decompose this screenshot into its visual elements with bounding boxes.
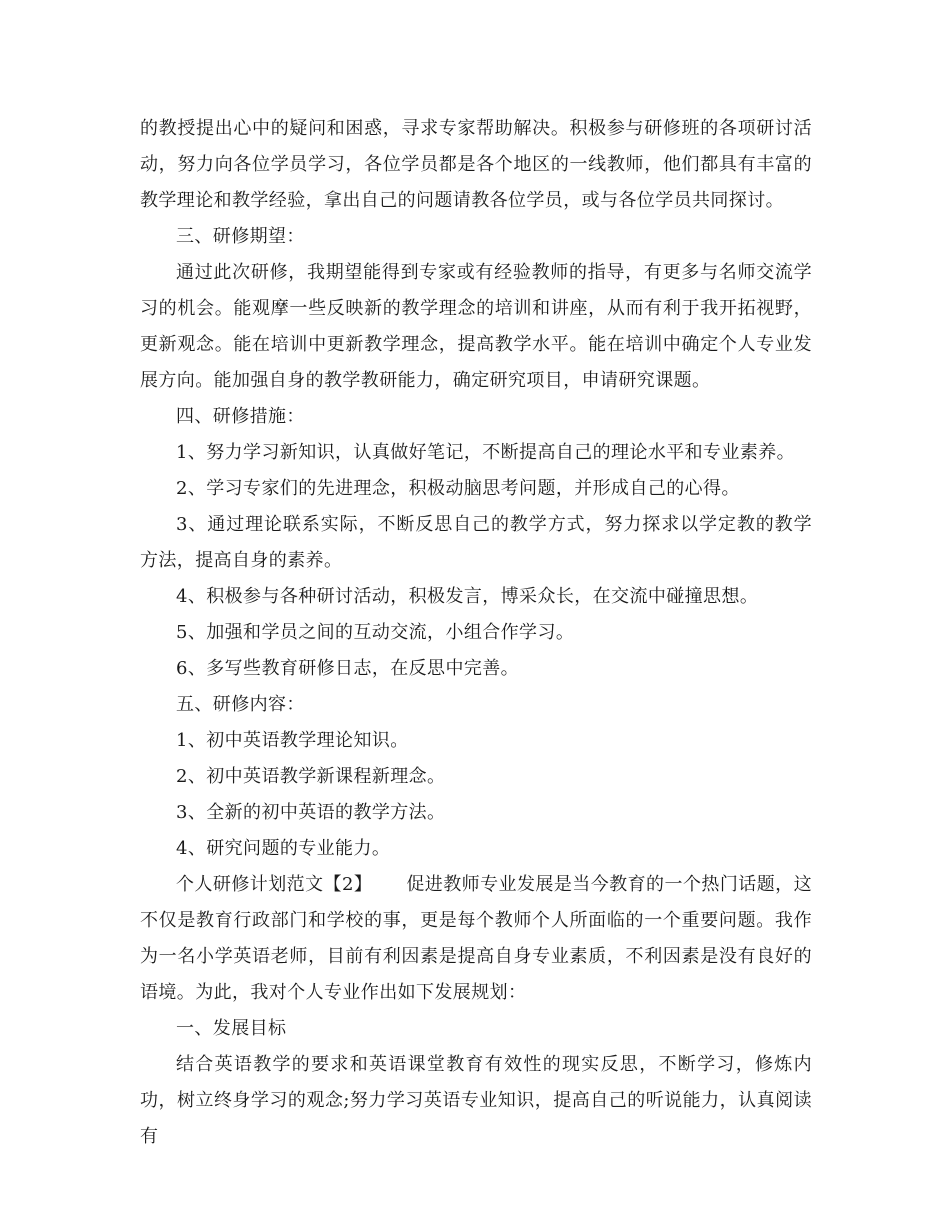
measure-item-4: 4、积极参与各种研讨活动，积极发言，博采众长，在交流中碰撞思想。 [176,586,759,607]
heading-goals: 一、发展目标 [176,1018,287,1039]
heading-expectations: 三、研修期望： [176,226,305,247]
content-item-3: 3、全新的初中英语的教学方法。 [176,802,446,823]
content-item-2: 2、初中英语教学新课程新理念。 [176,766,446,787]
section-2-heading: 个人研修计划范文【2】 [176,874,373,895]
measure-item-2: 2、学习专家们的先进理念，积极动脑思考问题，并形成自己的心得。 [176,478,740,499]
content-item-1: 1、初中英语教学理论知识。 [176,730,409,751]
document-body [140,111,812,1155]
section-2-body: 促进教师专业发展是当今教育的一个热门话题，这不仅是教育行政部门和学校的事，更是每个教师个人所面临的一个重要问题。我作为一名小学英语老师，目前有利因素是提高自身专业素质，不利因素是没有良好的语境。为此，我对个人专业作出如下发展规划： [140,874,812,1003]
paragraph-section-2 [140,867,812,1011]
measure-item-5: 5、加强和学员之间的互动交流，小组合作学习。 [176,622,575,643]
measure-item-3: 3、通过理论联系实际，不断反思自己的教学方式，努力探求以学定教的教学方法，提高自身的素养。 [140,514,812,571]
heading-content: 五、研修内容： [176,694,305,715]
paragraph-expectations: 通过此次研修，我期望能得到专家或有经验教师的指导，有更多与名师交流学习的机会。能观摩一些反映新的教学理念的培训和讲座，从而有利于我开拓视野，更新观念。能在培训中更新教学理念，提高教学水平。能在培训中确定个人专业发展方向。能加强自身的教学教研能力，确定研究项目，申请研究课题。 [140,262,812,391]
paragraph-continuation: 的教授提出心中的疑问和困惑，寻求专家帮助解决。积极参与研修班的各项研讨活动，努力向各位学员学习，各位学员都是各个地区的一线教师，他们都具有丰富的教学理论和教学经验，拿出自己的问题请教各位学员，或与各位学员共同探讨。 [140,118,812,211]
content-item-4: 4、研究问题的专业能力。 [176,838,391,859]
measure-item-1: 1、努力学习新知识，认真做好笔记，不断提高自己的理论水平和专业素养。 [176,442,796,463]
heading-measures: 四、研修措施： [176,406,305,427]
measure-item-6: 6、多写些教育研修日志，在反思中完善。 [176,658,520,679]
paragraph-goals: 结合英语教学的要求和英语课堂教育有效性的现实反思，不断学习，修炼内功，树立终身学习的观念;努力学习英语专业知识，提高自己的听说能力，认真阅读有 [140,1054,812,1147]
